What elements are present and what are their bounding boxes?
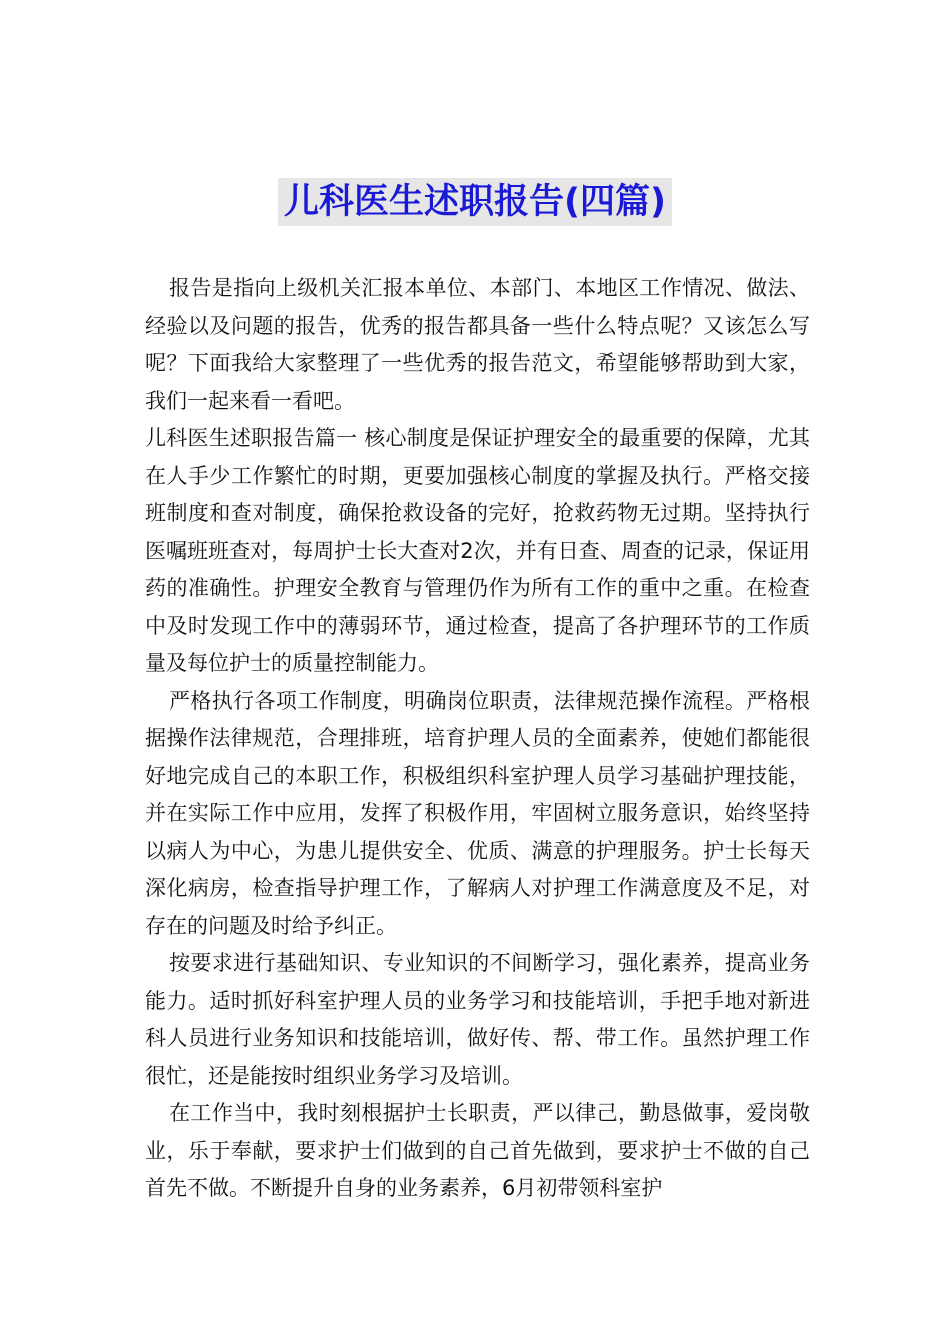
- paragraph-work-system: 严格执行各项工作制度，明确岗位职责，法律规范操作流程。严格根据操作法律规范，合理排班，培育护理人员的全面素养，使她们都能很好地完成自己的本职工作，积极组织科室护理人员学习基础护理技能，并在实际工作中应用，发挥了积极作用，牢固树立服务意识，始终坚持以病人为中心，为患儿提供安全、优质、满意的护理服务。护士长每天深化病房，检查指导护理工作，了解病人对护理工作满意度及不足，对存在的问题及时给予纠正。: [145, 688, 810, 938]
- document-title: 儿科医生述职报告(四篇): [278, 178, 672, 226]
- document-body: [145, 270, 810, 1208]
- paragraph-study: 按要求进行基础知识、专业知识的不间断学习，强化素养，提高业务能力。适时抓好科室护理人员的业务学习和技能培训，手把手地对新进科人员进行业务知识和技能培训，做好传、帮、带工作。虽然护理工作很忙，还是能按时组织业务学习及培训。: [145, 951, 810, 1088]
- paragraph-duty: 在工作当中，我时刻根据护士长职责，严以律己，勤恳做事，爱岗敬业，乐于奉献，要求护士们做到的自己首先做到，要求护士不做的自己首先不做。不断提升自身的业务素养，6月初带领科室护: [145, 1101, 810, 1200]
- title-container: [0, 178, 950, 226]
- paragraph-section-one: 儿科医生述职报告篇一 核心制度是保证护理安全的最重要的保障，尤其在人手少工作繁忙的时期，更要加强核心制度的掌握及执行。严格交接班制度和查对制度，确保抢救设备的完好，抢救药物无过期。坚持执行医嘱班班查对，每周护士长大查对2次，并有日查、周查的记录，保证用药的准确性。护理安全教育与管理仍作为所有工作的重中之重。在检查中及时发现工作中的薄弱环节，通过检查，提高了各护理环节的工作质量及每位护士的质量控制能力。: [145, 426, 810, 675]
- paragraph-intro: 报告是指向上级机关汇报本单位、本部门、本地区工作情况、做法、经验以及问题的报告，优秀的报告都具备一些什么特点呢？又该怎么写呢？下面我给大家整理了一些优秀的报告范文，希望能够帮助到大家，我们一起来看一看吧。: [145, 276, 810, 413]
